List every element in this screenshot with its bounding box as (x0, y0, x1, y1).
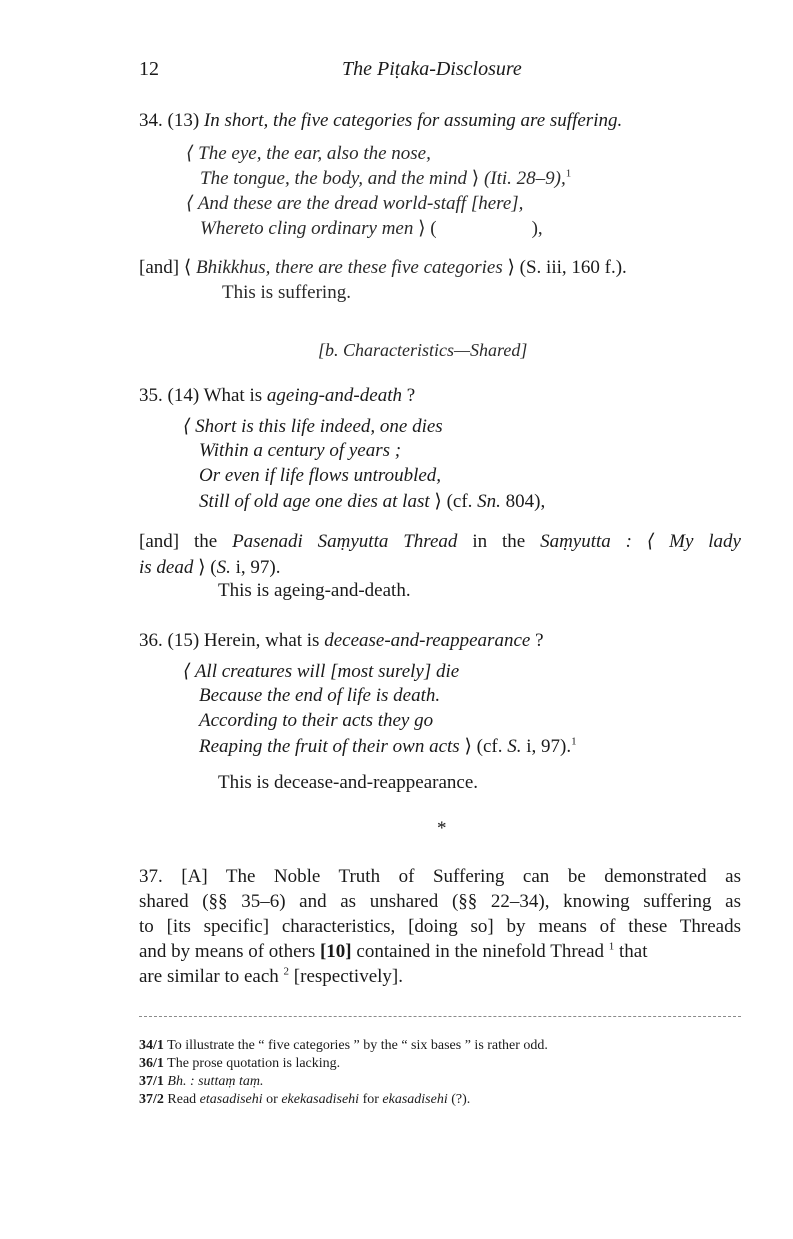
verse-text: The tongue, the body, and the mind (200, 168, 468, 189)
and-prefix: [and] (139, 257, 184, 278)
verse-line: Because the end of life is death. (199, 685, 441, 706)
term: decease-and-reappearance (324, 630, 531, 651)
text: or (262, 1092, 282, 1107)
question-mark: ? (530, 630, 544, 651)
section-34-heading (139, 110, 622, 132)
citation-source: S. (216, 557, 231, 578)
footnote-ref: 36/1 (139, 1056, 164, 1071)
footnote-text: The prose quotation is lacking. (163, 1056, 341, 1071)
verse-text: All creatures will [most surely] die (194, 661, 460, 682)
verse-text: Reaping the fruit of their own acts (199, 736, 460, 757)
verse-text: And these are the dread world-staff [here], (197, 193, 524, 214)
angle-open: ⟨ (186, 143, 199, 164)
angle-close: ⟩ (502, 257, 520, 278)
citation-source: Sn. (477, 491, 501, 512)
paragraph-line: shared (§§ 35–6) and as unshared (§§ 22–34), knowing suffering as (139, 891, 741, 912)
verse-line (186, 192, 523, 215)
quote-text: is dead (139, 557, 194, 578)
citation-prefix: (cf. (446, 491, 478, 512)
lead-text: What is (199, 385, 267, 406)
footnote-marker: 1 (571, 735, 577, 748)
footnote-ref: 37/1 (139, 1074, 164, 1089)
and-line-cont (139, 556, 280, 579)
text: are similar to each (139, 966, 284, 987)
text: i, 97). (230, 557, 281, 578)
section-number: 35. (14) (139, 385, 200, 406)
quote-text: Bhikkhus, there are these five categories (196, 257, 503, 278)
footnote-ref: 37/2 (139, 1092, 164, 1107)
verse-text: Short is this life indeed, one dies (195, 416, 443, 437)
citation-suffix: i, 97). (521, 736, 572, 757)
asterism-separator: * (437, 818, 447, 839)
pali-term: ekasadisehi (382, 1092, 448, 1107)
angle-close: ⟩ (193, 557, 211, 578)
verse-line (200, 217, 543, 240)
angle-open: ⟨ (186, 193, 198, 214)
verse-line (199, 490, 545, 513)
footnote (139, 1056, 340, 1072)
section-number: 34. (13) (139, 110, 200, 131)
angle-close: ⟩ (429, 491, 447, 512)
lead-text: Herein, what is (199, 630, 325, 651)
verse-text: Whereto cling ordinary men (200, 218, 414, 239)
section-36-heading (139, 630, 544, 652)
verse-line (199, 735, 577, 758)
question-mark: ? (401, 385, 416, 406)
verse-text: The eye, the ear, also the nose, (198, 143, 431, 164)
quote-text: ⟨ My lady (646, 531, 741, 552)
text: [and] the (139, 531, 233, 552)
paragraph-line: to [its specific] characteristics, [doing so] by means of these Threads (139, 916, 741, 937)
footnote-divider (139, 1016, 741, 1017)
verse-text: Still of old age one dies at last (199, 491, 430, 512)
page-ref-bold: [10] (319, 941, 352, 962)
verse-line: Within a century of years ; (199, 440, 402, 461)
paragraph-line: 37. [A] The Noble Truth of Suffering can be demonstrated as (139, 866, 741, 887)
angle-close: ⟩ (413, 218, 431, 239)
footnote-text: To illustrate the “ five categories ” by the “ six bases ” is rather odd. (163, 1038, 548, 1053)
angle-open: ⟨ (183, 416, 196, 437)
footnote-text: Bh. : suttaṃ taṃ. (163, 1074, 264, 1089)
text: that (614, 941, 648, 962)
verse-line: Or even if life flows untroubled, (199, 465, 442, 486)
footnote-marker: 1 (565, 167, 572, 180)
text: Read (163, 1092, 200, 1107)
angle-close: ⟩ (467, 168, 484, 189)
citation-source: S. (507, 736, 522, 757)
section-number: 36. (15) (139, 630, 200, 651)
text: [respectively]. (289, 966, 403, 987)
citation: ( ), (430, 218, 543, 239)
text: and by means of others (139, 941, 320, 962)
pali-term: ekekasadisehi (281, 1092, 360, 1107)
text: for (359, 1092, 383, 1107)
footnote-marker: 1 (608, 940, 615, 953)
and-line (139, 530, 741, 553)
subheading: [b. Characteristics—Shared] (318, 340, 528, 360)
text: in the (457, 531, 541, 552)
footnote-ref: 34/1 (139, 1038, 164, 1053)
text: (?). (447, 1092, 471, 1107)
footnote (139, 1092, 470, 1108)
citation-suffix: 804), (500, 491, 546, 512)
section-conclusion: This is suffering. (222, 282, 351, 303)
text: contained in the ninefold Thread (351, 941, 609, 962)
citation: (S. iii, 160 f.). (519, 257, 627, 278)
section-conclusion: This is decease-and-reappearance. (218, 772, 479, 793)
term: ageing-and-death (266, 385, 402, 406)
footnote (139, 1074, 263, 1090)
running-title: The Piṭaka-Disclosure (342, 58, 522, 80)
section-35-heading (139, 385, 415, 407)
angle-close: ⟩ (459, 736, 477, 757)
verse-line: According to their acts they go (199, 710, 434, 731)
section-heading-text: In short, the five categories for assuming are suffering. (203, 110, 623, 131)
thread-title: Pasenadi Saṃyutta Thread (232, 531, 458, 552)
footnote (139, 1038, 548, 1054)
angle-open: ⟨ (183, 661, 195, 682)
section-conclusion: This is ageing-and-death. (218, 580, 411, 601)
collection-title: Saṃyutta : (540, 531, 632, 552)
page-number: 12 (139, 58, 159, 80)
verse-line (183, 415, 443, 438)
footnote-marker: 2 (283, 965, 290, 978)
paragraph-line (139, 941, 741, 963)
paragraph-line (139, 966, 403, 988)
angle-open: ⟨ (183, 257, 197, 278)
citation: (Iti. 28–9), (483, 168, 566, 189)
pali-term: etasadisehi (199, 1092, 263, 1107)
and-line (139, 256, 627, 279)
verse-line (186, 142, 431, 165)
citation-prefix: (cf. (476, 736, 508, 757)
verse-line (183, 660, 459, 683)
verse-line (200, 167, 571, 190)
text: ( (210, 557, 217, 578)
